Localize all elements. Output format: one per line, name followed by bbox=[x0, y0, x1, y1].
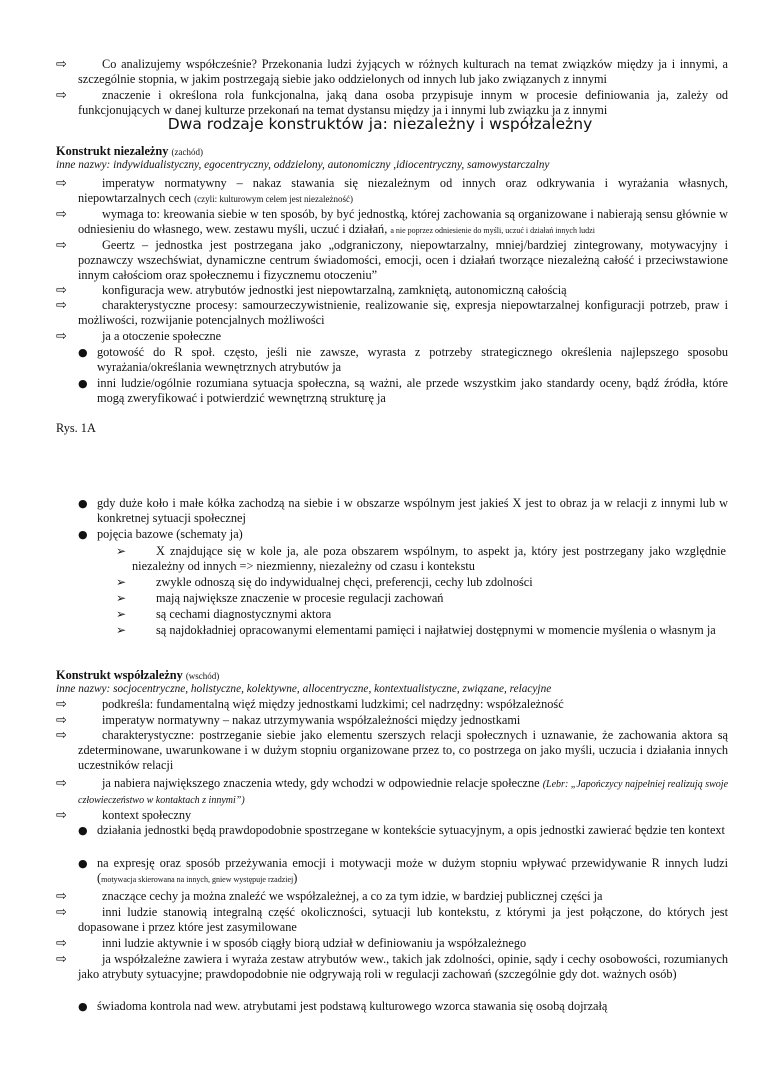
item-text: działania jednostki będą prawdopodobnie spostrzegane w kontekście sytuacyjnym, a opis jednostki zawierać będzie ten kontext bbox=[97, 823, 725, 837]
item-text: Geertz – jednostka jest postrzegana jako „odgraniczony, niepowtarzalny, mniej/bardziej zintegrowany, motywacyjny i poznawczy wszechświat, dynamiczne centrum świadomości, emocji, ocen i działań tworzące niezależną całość i przeciwstawione innym całościom oraz społecznemu i fizycznemu otoczeniu” bbox=[78, 238, 728, 283]
item-text: inni ludzie stanowią integralną część okoliczności, sytuacji lub kontekstu, z którymi ja jest połączone, do których jest dopasowane i przez które jest zasymilowane bbox=[78, 905, 728, 935]
arrow-icon: ⇨ bbox=[56, 298, 67, 313]
item-text: inni ludzie aktywnie i w sposób ciągły biorą udział w definiowaniu ja współzależnego bbox=[102, 936, 527, 950]
arrowhead-icon: ➢ bbox=[116, 623, 127, 637]
heading-text: Konstrukt współzależny bbox=[56, 668, 183, 682]
item-citation: (Lebr: „Japończycy najpełniej realizują swoje człowieczeństwo w kontaktach z innymi”) bbox=[78, 779, 729, 807]
item-text: konfiguracja wew. atrybutów jednostki jest niepowtarzalną, zamkniętą, autonomiczną całością bbox=[102, 283, 567, 297]
item-text: ja nabiera największego znaczenia wtedy, gdy wchodzi w odpowiednie relacje społeczne bbox=[102, 776, 543, 790]
item-note: (czyli: kulturowym celem jest niezależność) bbox=[194, 194, 354, 205]
item-text: są najdokładniej opracowanymi elementami pamięci i najłatwiej dostępnymi w momencie myślenia o własnym ja bbox=[156, 623, 716, 637]
item-text: pojęcia bazowe (schematy ja) bbox=[97, 527, 243, 541]
bullet-icon: ● bbox=[78, 346, 88, 359]
arrow-icon: ⇨ bbox=[56, 207, 67, 222]
bullet-icon: ● bbox=[78, 377, 88, 390]
sub-item bbox=[112, 591, 726, 606]
item-text: gdy duże koło i małe kółka zachodzą na siebie i w obszarze wspólnym jest jakieś X jest to obraz ja w relacji z innymi lub w konkretnej sytuacji społecznej bbox=[97, 496, 728, 526]
list-item bbox=[56, 88, 728, 118]
arrow-icon: ⇨ bbox=[56, 238, 67, 253]
item-text: na expresję oraz sposób przeżywania emocji i motywacji może w dużym stopniu wpływać przewidywanie R innych ludzi ( bbox=[97, 856, 728, 886]
item-text: podkreśla: fundamentalną więź między jednostkami ludzkimi; cel nadrzędny: współzależność bbox=[102, 697, 564, 711]
arrow-icon: ⇨ bbox=[56, 713, 67, 728]
arrow-icon: ⇨ bbox=[56, 88, 67, 103]
item-text: wymaga to: kreowania siebie w ten sposób, by być jednostką, której zachowania są organizowane i nabierają sensu głównie w odniesieniu do własnego, wew. zestawu myśli, uczuć i działań, bbox=[78, 207, 728, 237]
item-text: świadoma kontrola nad wew. atrybutami jest podstawą kulturowego wzorca stawania się osobą dojrzałą bbox=[97, 999, 608, 1013]
item-text-tail: ) bbox=[293, 871, 298, 886]
item-text: ja a otoczenie społeczne bbox=[102, 329, 222, 343]
sub-item bbox=[112, 623, 726, 638]
item-text: są cechami diagnostycznymi aktora bbox=[156, 607, 332, 621]
bullet-item bbox=[75, 823, 728, 838]
item-text: ja współzależne zawiera i wyraża zestaw atrybutów wew., takich jak zdolności, opinie, sądy i cechy osobowości, rozumianych jako atrybuty sytuacyjne; prawdopodobnie nie odgrywają roli w regulacji zachowań (szczególnie gdy dot. ważnych osób) bbox=[78, 952, 728, 982]
item-text: kontext społeczny bbox=[102, 808, 192, 822]
sub-item bbox=[112, 544, 726, 574]
arrow-icon: ⇨ bbox=[56, 936, 67, 951]
item-text: charakterystyczne: postrzeganie siebie jako elementu szerszych relacji społecznych i uznawanie, że zachowania aktora są zdeterminowane, uwarunkowane i w dużym stopniu organizowane przez to, co postrzega on jako myśli, uczucia i działania innych uczestników relacji bbox=[78, 728, 728, 773]
bullet-icon: ● bbox=[78, 824, 88, 837]
sub-item bbox=[112, 607, 726, 622]
bullet-icon: ● bbox=[78, 497, 88, 510]
list-item bbox=[56, 808, 728, 823]
list-item bbox=[56, 776, 728, 808]
sub-item bbox=[112, 575, 726, 590]
arrow-icon: ⇨ bbox=[56, 57, 67, 72]
item-note: a nie poprzez odniesienie do myśli, uczuć i działań innych ludzi bbox=[390, 226, 595, 236]
item-text: mają największe znaczenie w procesie regulacji zachowań bbox=[156, 591, 444, 605]
item-text: zwykle odnoszą się do indywidualnej chęci, preferencji, cechy lub zdolności bbox=[156, 575, 533, 589]
item-text: znaczenie i określona rola funkcjonalna, jaką dana osoba przypisuje innym w procesie definiowania ja, zależy od funkcjonujących w danej kulturze przekonań na temat dystansu między ja i innymi lub związku ja z innymi bbox=[78, 88, 728, 118]
bullet-item bbox=[75, 856, 728, 887]
arrow-icon: ⇨ bbox=[56, 776, 67, 791]
bullet-item bbox=[75, 376, 728, 406]
bullet-item bbox=[75, 345, 728, 375]
list-item bbox=[56, 283, 728, 298]
arrowhead-icon: ➢ bbox=[116, 575, 127, 589]
arrow-icon: ⇨ bbox=[56, 952, 67, 967]
list-item bbox=[56, 952, 728, 982]
arrowhead-icon: ➢ bbox=[116, 607, 127, 621]
arrow-icon: ⇨ bbox=[56, 329, 67, 344]
item-text: imperatyw normatywny – nakaz stawania się niezależnym od innych oraz odkrywania i wyrażania własnych, niepowtarzalnych cech bbox=[78, 176, 728, 206]
item-text: Co analizujemy współcześnie? Przekonania ludzi żyjących w różnych kulturach na temat związków między ja i innymi, a szczególnie stopnia, w jakim postrzegają siebie jako oddzielonych od innych lub jako związanych z innymi bbox=[78, 57, 728, 87]
arrow-icon: ⇨ bbox=[56, 283, 67, 298]
list-item bbox=[56, 57, 728, 87]
list-item bbox=[56, 713, 728, 728]
item-note: motywacja skierowana na innych, gniew występuje rzadziej bbox=[101, 875, 294, 885]
arrow-icon: ⇨ bbox=[56, 697, 67, 712]
list-item bbox=[56, 936, 728, 951]
item-text: X znajdujące się w kole ja, ale poza obszarem wspólnym, to aspekt ja, który jest postrzegany jako względnie niezależny od innych => niezmienny, niezależny od czasu i kontekstu bbox=[132, 544, 726, 574]
list-item bbox=[56, 889, 728, 904]
bullet-icon: ● bbox=[78, 857, 88, 870]
list-item bbox=[56, 207, 728, 238]
heading-note: (zachód) bbox=[171, 147, 203, 157]
list-item bbox=[56, 176, 728, 207]
list-item bbox=[56, 238, 728, 284]
list-item bbox=[56, 298, 728, 328]
bullet-icon: ● bbox=[78, 1000, 88, 1013]
section-title: Dwa rodzaje konstruktów ja: niezależny i współzależny bbox=[167, 115, 593, 133]
item-text: imperatyw normatywny – nakaz utrzymywania współzależności między jednostkami bbox=[102, 713, 521, 727]
heading-text: Konstrukt niezależny bbox=[56, 144, 169, 158]
arrow-icon: ⇨ bbox=[56, 728, 67, 743]
arrowhead-icon: ➢ bbox=[116, 544, 127, 558]
arrowhead-icon: ➢ bbox=[116, 591, 127, 605]
alt-names: inne nazwy: socjocentryczne, holistyczne, kolektywne, allocentryczne, kontextualistyczne, związane, relacyjne bbox=[56, 683, 552, 695]
bullet-item bbox=[75, 999, 728, 1014]
bullet-item bbox=[75, 527, 728, 542]
figure-label: Rys. 1A bbox=[56, 421, 96, 435]
bullet-item bbox=[75, 496, 728, 526]
list-item bbox=[56, 905, 728, 935]
list-item bbox=[56, 329, 728, 344]
list-item bbox=[56, 728, 728, 774]
arrow-icon: ⇨ bbox=[56, 905, 67, 920]
item-text: charakterystyczne procesy: samourzeczywistnienie, realizowanie się, expresja niepowtarzalnej konfiguracji potrzeb, praw i możliwości, rozwijanie potencjalnych możliwości bbox=[78, 298, 728, 328]
list-item bbox=[56, 697, 728, 712]
bullet-icon: ● bbox=[78, 528, 88, 541]
item-text: inni ludzie/ogólnie rozumiana sytuacja społeczna, są ważni, ale przede wszystkim jako standardy oceny, bądź źródła, które mogą zweryfikować i potwierdzić wewnętrzną strukturę ja bbox=[97, 376, 728, 406]
heading-note: (wschód) bbox=[185, 671, 220, 681]
arrow-icon: ⇨ bbox=[56, 889, 67, 904]
item-text: gotowość do R społ. często, jeśli nie zawsze, wyrasta z potrzeby strategicznego określenia najlepszego sposobu wyrażania/określania wewnętrznych atrybutów ja bbox=[97, 345, 728, 375]
alt-names: inne nazwy: indywidualistyczny, egocentryczny, oddzielony, autonomiczny ,idiocentryczny, samowystarczalny bbox=[56, 159, 550, 171]
arrow-icon: ⇨ bbox=[56, 808, 67, 823]
item-text: znaczące cechy ja można znaleźć we współzależnej, a co za tym idzie, w bardziej publicznej części ja bbox=[102, 889, 603, 903]
arrow-icon: ⇨ bbox=[56, 176, 67, 191]
